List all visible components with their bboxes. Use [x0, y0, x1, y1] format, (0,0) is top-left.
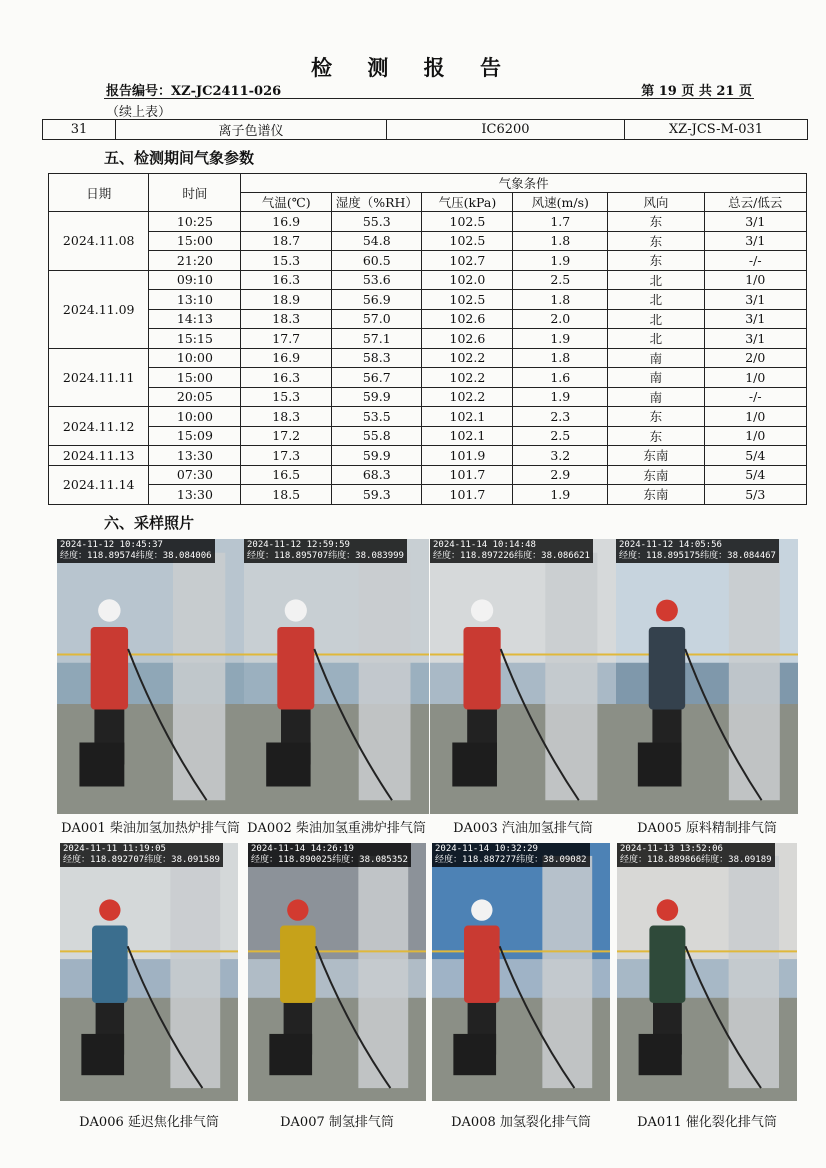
data-cell: 102.2	[422, 387, 513, 407]
sampling-photo	[248, 843, 426, 1101]
page-indicator: 第 19 页 共 21 页	[641, 84, 752, 99]
data-cell: 1.9	[513, 387, 608, 407]
data-cell: 102.7	[422, 251, 513, 271]
data-cell: 102.6	[422, 329, 513, 349]
date-cell: 2024.11.08	[49, 212, 149, 271]
data-cell: 1.8	[513, 231, 608, 251]
photo-caption: DA006 延迟焦化排气筒	[79, 1115, 219, 1130]
humidity-header: 湿度（%RH）	[332, 193, 422, 212]
data-cell: 102.1	[422, 426, 513, 446]
data-cell: 5/3	[704, 485, 806, 505]
photo-caption: DA001 柴油加氢加热炉排气筒	[61, 821, 240, 836]
photo-caption: DA002 柴油加氢重沸炉排气筒	[247, 821, 426, 836]
table-row	[49, 290, 807, 310]
data-cell: 102.5	[422, 212, 513, 232]
data-cell: 102.2	[422, 368, 513, 388]
data-cell: 16.5	[241, 465, 332, 485]
photo-timestamp	[430, 539, 593, 563]
sampling-photo	[430, 539, 616, 814]
data-cell: 15:00	[149, 368, 241, 388]
photo-scene	[60, 843, 238, 1101]
data-cell: 5/4	[704, 465, 806, 485]
data-cell: 2.5	[513, 426, 608, 446]
table-row	[49, 485, 807, 505]
data-cell: 1/0	[704, 368, 806, 388]
photo-datetime: 2024-11-12 10:45:37	[60, 540, 163, 550]
pressure-header: 气压(kPa)	[422, 193, 513, 212]
photo-scene	[616, 539, 798, 814]
wind-speed-header: 风速(m/s)	[513, 193, 608, 212]
date-header: 日期	[49, 174, 149, 212]
data-cell: 53.5	[332, 407, 422, 427]
data-cell: 101.9	[422, 446, 513, 466]
photo-timestamp	[244, 539, 407, 563]
wind-dir-header: 风向	[608, 193, 704, 212]
data-cell: 3.2	[513, 446, 608, 466]
data-cell: 15:00	[149, 231, 241, 251]
data-cell: 2.3	[513, 407, 608, 427]
photo-coordinates: 经度：118.892707纬度：38.091589	[63, 855, 220, 865]
data-cell: 60.5	[332, 251, 422, 271]
data-cell: 3/1	[704, 309, 806, 329]
data-cell: 20:05	[149, 387, 241, 407]
data-cell: 101.7	[422, 465, 513, 485]
photo-timestamp	[616, 539, 779, 563]
table-row	[49, 426, 807, 446]
data-cell: 东	[608, 407, 704, 427]
photo-coordinates: 经度：118.89574纬度：38.084006	[60, 551, 212, 561]
data-cell: 102.5	[422, 290, 513, 310]
data-cell: 东	[608, 212, 704, 232]
sampling-photo	[617, 843, 797, 1101]
table-header-row	[49, 174, 807, 193]
table-row	[49, 231, 807, 251]
data-cell: 55.3	[332, 212, 422, 232]
sampling-photo	[60, 843, 238, 1101]
table-row	[49, 309, 807, 329]
data-cell: -/-	[704, 387, 806, 407]
instrument-table	[42, 119, 808, 140]
photo-caption: DA007 制氢排气筒	[280, 1115, 394, 1130]
header-rule	[104, 98, 754, 99]
photo-timestamp	[60, 843, 223, 867]
time-header: 时间	[149, 174, 241, 212]
photo-scene	[248, 843, 426, 1101]
weather-table	[48, 173, 807, 505]
data-cell: 68.3	[332, 465, 422, 485]
photo-datetime: 2024-11-14 10:14:48	[433, 540, 536, 550]
report-title: 检 测 报 告	[311, 55, 515, 80]
photo-caption: DA005 原料精制排气筒	[637, 821, 777, 836]
data-cell: 58.3	[332, 348, 422, 368]
photo-caption: DA008 加氢裂化排气筒	[451, 1115, 591, 1130]
data-cell: 16.3	[241, 270, 332, 290]
conditions-header: 气象条件	[241, 174, 807, 193]
table-row	[49, 348, 807, 368]
data-cell: 59.9	[332, 446, 422, 466]
temp-header: 气温(℃)	[241, 193, 332, 212]
data-cell: 东南	[608, 465, 704, 485]
table-row	[49, 368, 807, 388]
photo-datetime: 2024-11-14 10:32:29	[435, 844, 538, 854]
data-cell: 57.1	[332, 329, 422, 349]
data-cell: 57.0	[332, 309, 422, 329]
data-cell: 1.9	[513, 251, 608, 271]
data-cell: 18.9	[241, 290, 332, 310]
date-cell: 2024.11.13	[49, 446, 149, 466]
data-cell: 南	[608, 387, 704, 407]
data-cell: 16.9	[241, 212, 332, 232]
data-cell: 14:13	[149, 309, 241, 329]
instrument-name: 离子色谱仪	[116, 120, 387, 140]
section-6-heading: 六、采样照片	[104, 514, 195, 532]
data-cell: 102.2	[422, 348, 513, 368]
data-cell: 18.5	[241, 485, 332, 505]
table-row	[49, 446, 807, 466]
data-cell: 54.8	[332, 231, 422, 251]
data-cell: 102.1	[422, 407, 513, 427]
date-cell: 2024.11.14	[49, 465, 149, 504]
data-cell: 1.7	[513, 212, 608, 232]
photo-datetime: 2024-11-13 13:52:06	[620, 844, 723, 854]
data-cell: 2.5	[513, 270, 608, 290]
data-cell: 1/0	[704, 426, 806, 446]
data-cell: 10:00	[149, 348, 241, 368]
data-cell: 2.0	[513, 309, 608, 329]
sampling-photo	[57, 539, 244, 814]
data-cell: 13:30	[149, 446, 241, 466]
data-cell: 15:09	[149, 426, 241, 446]
data-cell: 东南	[608, 485, 704, 505]
table-row	[49, 270, 807, 290]
data-cell: 17.7	[241, 329, 332, 349]
data-cell: 3/1	[704, 212, 806, 232]
data-cell: 1.9	[513, 485, 608, 505]
date-cell: 2024.11.11	[49, 348, 149, 407]
data-cell: 东南	[608, 446, 704, 466]
data-cell: 56.7	[332, 368, 422, 388]
data-cell: 53.6	[332, 270, 422, 290]
photo-coordinates: 经度：118.889866纬度：38.09189	[620, 855, 772, 865]
table-row	[49, 387, 807, 407]
data-cell: 16.3	[241, 368, 332, 388]
instrument-code: XZ-JCS-M-031	[625, 120, 808, 140]
data-cell: 18.3	[241, 407, 332, 427]
data-cell: 18.7	[241, 231, 332, 251]
data-cell: 1.8	[513, 290, 608, 310]
data-cell: 15:15	[149, 329, 241, 349]
sampling-photo	[244, 539, 429, 814]
data-cell: 1.8	[513, 348, 608, 368]
instrument-model: IC6200	[387, 120, 625, 140]
data-cell: 2/0	[704, 348, 806, 368]
photo-coordinates: 经度：118.895707纬度：38.083999	[247, 551, 404, 561]
data-cell: 1.9	[513, 329, 608, 349]
data-cell: 102.6	[422, 309, 513, 329]
data-cell: 15.3	[241, 387, 332, 407]
data-cell: 09:10	[149, 270, 241, 290]
data-cell: 102.5	[422, 231, 513, 251]
sampling-photo	[616, 539, 798, 814]
photo-scene	[430, 539, 616, 814]
data-cell: 2.9	[513, 465, 608, 485]
data-cell: 55.8	[332, 426, 422, 446]
photo-scene	[244, 539, 429, 814]
data-cell: 101.7	[422, 485, 513, 505]
table-row	[49, 251, 807, 271]
data-cell: 3/1	[704, 329, 806, 349]
table-row	[49, 329, 807, 349]
data-cell: 3/1	[704, 231, 806, 251]
data-cell: 北	[608, 270, 704, 290]
data-cell: 东	[608, 426, 704, 446]
photo-caption: DA011 催化裂化排气筒	[637, 1115, 777, 1130]
table-row	[49, 212, 807, 232]
data-cell: 07:30	[149, 465, 241, 485]
photo-coordinates: 经度：118.895175纬度：38.084467	[619, 551, 776, 561]
table-row	[49, 407, 807, 427]
data-cell: 北	[608, 329, 704, 349]
data-cell: 3/1	[704, 290, 806, 310]
date-cell: 2024.11.12	[49, 407, 149, 446]
cloud-header: 总云/低云	[704, 193, 806, 212]
data-cell: 56.9	[332, 290, 422, 310]
data-cell: 17.2	[241, 426, 332, 446]
data-cell: 南	[608, 368, 704, 388]
data-cell: 18.3	[241, 309, 332, 329]
report-number: 报告编号：XZ-JC2411-026	[106, 84, 282, 99]
data-cell: 东	[608, 231, 704, 251]
data-cell: 南	[608, 348, 704, 368]
photo-datetime: 2024-11-12 14:05:56	[619, 540, 722, 550]
data-cell: 东	[608, 251, 704, 271]
data-cell: 16.9	[241, 348, 332, 368]
instrument-index: 31	[43, 120, 116, 140]
data-cell: 21:20	[149, 251, 241, 271]
data-cell: 北	[608, 290, 704, 310]
data-cell: 5/4	[704, 446, 806, 466]
data-cell: 10:00	[149, 407, 241, 427]
data-cell: -/-	[704, 251, 806, 271]
data-cell: 13:30	[149, 485, 241, 505]
photo-scene	[432, 843, 610, 1101]
data-cell: 1/0	[704, 407, 806, 427]
sampling-photo	[432, 843, 610, 1101]
data-cell: 59.3	[332, 485, 422, 505]
data-cell: 1.6	[513, 368, 608, 388]
data-cell: 1/0	[704, 270, 806, 290]
data-cell: 北	[608, 309, 704, 329]
photo-scene	[57, 539, 244, 814]
data-cell: 10:25	[149, 212, 241, 232]
photo-datetime: 2024-11-11 11:19:05	[63, 844, 166, 854]
photo-datetime: 2024-11-14 14:26:19	[251, 844, 354, 854]
data-cell: 17.3	[241, 446, 332, 466]
photo-timestamp	[617, 843, 775, 867]
table-row	[43, 120, 808, 140]
photo-timestamp	[432, 843, 590, 867]
data-cell: 59.9	[332, 387, 422, 407]
photo-caption: DA003 汽油加氢排气筒	[453, 821, 593, 836]
date-cell: 2024.11.09	[49, 270, 149, 348]
photo-scene	[617, 843, 797, 1101]
continued-label: （续上表）	[106, 105, 172, 120]
data-cell: 102.0	[422, 270, 513, 290]
photo-timestamp	[57, 539, 215, 563]
table-row	[49, 465, 807, 485]
data-cell: 13:10	[149, 290, 241, 310]
photo-timestamp	[248, 843, 411, 867]
photo-coordinates: 经度：118.897226纬度：38.086621	[433, 551, 590, 561]
photo-coordinates: 经度：118.887277纬度：38.09082	[435, 855, 587, 865]
photo-coordinates: 经度：118.890025纬度：38.085352	[251, 855, 408, 865]
photo-datetime: 2024-11-12 12:59:59	[247, 540, 350, 550]
data-cell: 15.3	[241, 251, 332, 271]
section-5-heading: 五、检测期间气象参数	[104, 149, 255, 167]
